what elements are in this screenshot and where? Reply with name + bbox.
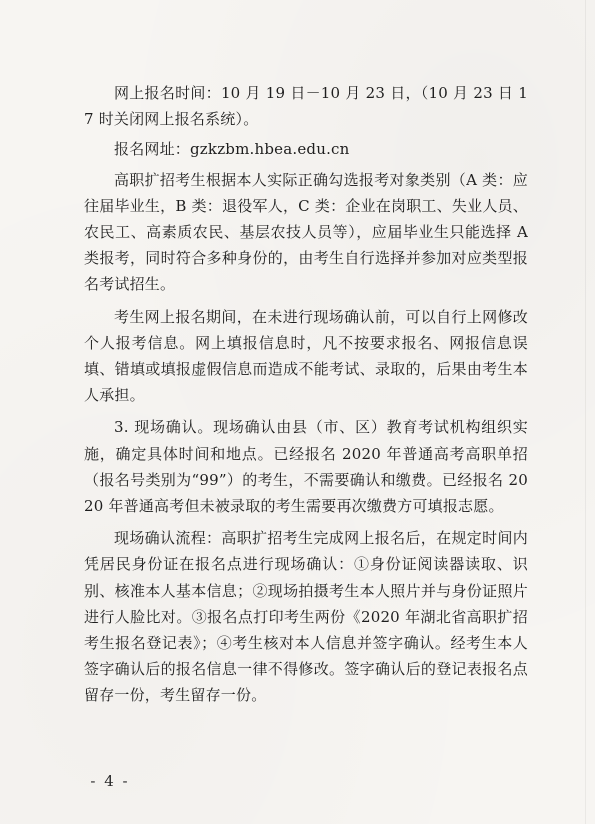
paragraph-applicant-categories: 高职扩招考生根据本人实际正确勾选报考对象类别（A 类：应往届毕业生，B 类：退役军人，C 类：企业在岗职工、失业人员、农民工、高素质农民、基层农技人员等），应届毕业生只能选择 A 类报考，同时符合多种身份的，由考生自行选择并参加对应类型报名考试招生。 (84, 170, 528, 294)
page-number: - 4 - (90, 772, 130, 790)
paragraph-registration-url: 报名网址：gzkzbm.hbea.edu.cn (114, 140, 350, 159)
paragraph-confirmation-process: 现场确认流程：高职扩招考生完成网上报名后，在规定时间内凭居民身份证在报名点进行现场确认：①身份证阅读器读取、识别、核准本人基本信息；②现场拍摄考生本人照片并与身份证照片进行人脸比对。③报名点打印考生两份《2020 年湖北省高职扩招考生报名登记表》；④考生核对本人信息并签字确认。经考生本人签字确认后的报名信息一律不得修改。签字确认后的登记表报名点留存一份，考生留存一份。 (84, 529, 528, 705)
paragraph-onsite-confirmation: 3. 现场确认。现场确认由县（市、区）教育考试机构组织实施，确定具体时间和地点。已经报名 2020 年普通高考高职单招（报名号类别为“99”）的考生，不需要确认和缴费。已经报名 2020 年普通高考但未被录取的考生需要再次缴费方可填报志愿。 (84, 418, 528, 516)
document-body (84, 80, 528, 715)
paper-crease (585, 0, 586, 824)
paragraph-registration-time: 网上报名时间：10 月 19 日－10 月 23 日，（10 月 23 日 17 时关闭网上报名系统）。 (84, 84, 528, 129)
paragraph-information-modification: 考生网上报名期间，在未进行现场确认前，可以自行上网修改个人报考信息。网上填报信息时，凡不按要求报名、网报信息误填、错填或填报虚假信息而造成不能考试、录取的，后果由考生本人承担。 (84, 307, 528, 405)
